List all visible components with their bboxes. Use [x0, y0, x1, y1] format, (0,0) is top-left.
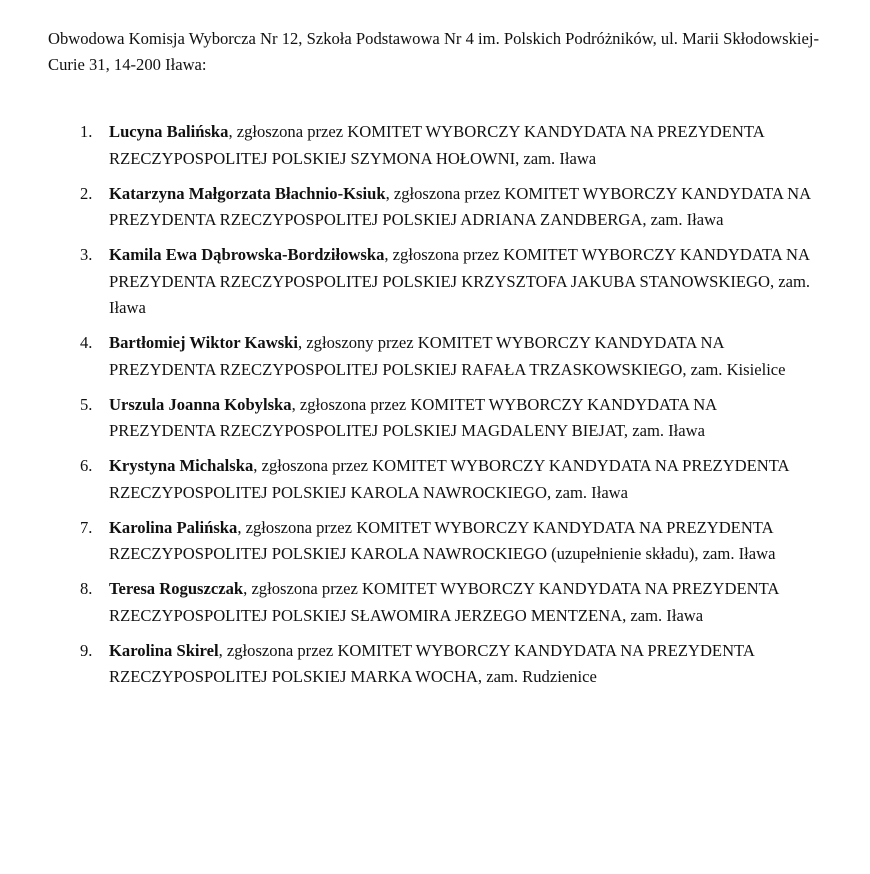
member-details: , zgłoszona przez KOMITET WYBORCZY KANDYDATA NA PREZYDENTA RZECZYPOSPOLITEJ POLSKIEJ SZYMONA HOŁOWNI, zam. Iława: [109, 122, 764, 168]
member-list: [0, 119, 870, 699]
member-details: , zgłoszona przez KOMITET WYBORCZY KANDYDATA NA PREZYDENTA RZECZYPOSPOLITEJ POLSKIEJ MAGDALENY BIEJAT, zam. Iława: [109, 394, 717, 440]
list-item: [0, 576, 825, 629]
commission-heading: Obwodowa Komisja Wyborcza Nr 12, Szkoła Podstawowa Nr 4 im. Polskich Podróżników, ul. Marii Skłodowskiej-Curie 31, 14-200 Iława:: [48, 29, 819, 74]
list-item: [0, 392, 825, 445]
member-name: Urszula Joanna Kobylska: [109, 394, 292, 414]
list-item: [0, 181, 825, 234]
list-item: [0, 119, 825, 172]
item-number: 4.: [80, 333, 93, 352]
member-name: Teresa Roguszczak: [109, 579, 244, 598]
list-item: [0, 242, 825, 322]
member-details: , zgłoszona przez KOMITET WYBORCZY KANDYDATA NA PREZYDENTA RZECZYPOSPOLITEJ POLSKIEJ KRZYSZTOFA JAKUBA STANOWSKIEGO, zam. Iława: [109, 245, 811, 317]
member-details: , zgłoszony przez KOMITET WYBORCZY KANDYDATA NA PREZYDENTA RZECZYPOSPOLITEJ POLSKIEJ RAFAŁA TRZASKOWSKIEGO, zam. Kisielice: [109, 333, 786, 379]
member-name: Krystyna Michalska: [109, 456, 254, 475]
item-number: 6.: [80, 456, 93, 475]
item-number: 1.: [80, 122, 93, 141]
member-details: , zgłoszona przez KOMITET WYBORCZY KANDYDATA NA PREZYDENTA RZECZYPOSPOLITEJ POLSKIEJ KAROLA NAWROCKIEGO, zam. Iława: [109, 456, 789, 502]
list-item: [0, 453, 825, 506]
item-number: 7.: [80, 517, 93, 537]
item-number: 5.: [80, 394, 93, 414]
member-name: Lucyna Balińska: [109, 122, 229, 141]
member-details: , zgłoszona przez KOMITET WYBORCZY KANDYDATA NA PREZYDENTA RZECZYPOSPOLITEJ POLSKIEJ MARKA WOCHA, zam. Rudzienice: [109, 640, 754, 686]
list-item: [0, 515, 825, 568]
item-number: 2.: [80, 183, 93, 203]
member-name: Karolina Palińska: [109, 517, 238, 537]
item-number: 9.: [80, 640, 93, 660]
member-details: , zgłoszona przez KOMITET WYBORCZY KANDYDATA NA PREZYDENTA RZECZYPOSPOLITEJ POLSKIEJ KAROLA NAWROCKIEGO (uzupełnienie składu), zam. Iława: [109, 517, 776, 563]
member-details: , zgłoszona przez KOMITET WYBORCZY KANDYDATA NA PREZYDENTA RZECZYPOSPOLITEJ POLSKIEJ SŁAWOMIRA JERZEGO MENTZENA, zam. Iława: [109, 579, 779, 625]
member-name: Kamila Ewa Dąbrowska-Bordziłowska: [109, 245, 385, 264]
list-item: [0, 330, 825, 383]
member-name: Bartłomiej Wiktor Kawski: [109, 333, 298, 352]
member-name: Katarzyna Małgorzata Błachnio-Ksiuk: [109, 183, 386, 203]
list-item: [0, 638, 825, 691]
item-number: 8.: [80, 579, 93, 598]
member-name: Karolina Skirel: [109, 640, 219, 660]
item-number: 3.: [80, 245, 93, 264]
member-details: , zgłoszona przez KOMITET WYBORCZY KANDYDATA NA PREZYDENTA RZECZYPOSPOLITEJ POLSKIEJ ADRIANA ZANDBERGA, zam. Iława: [109, 183, 811, 229]
